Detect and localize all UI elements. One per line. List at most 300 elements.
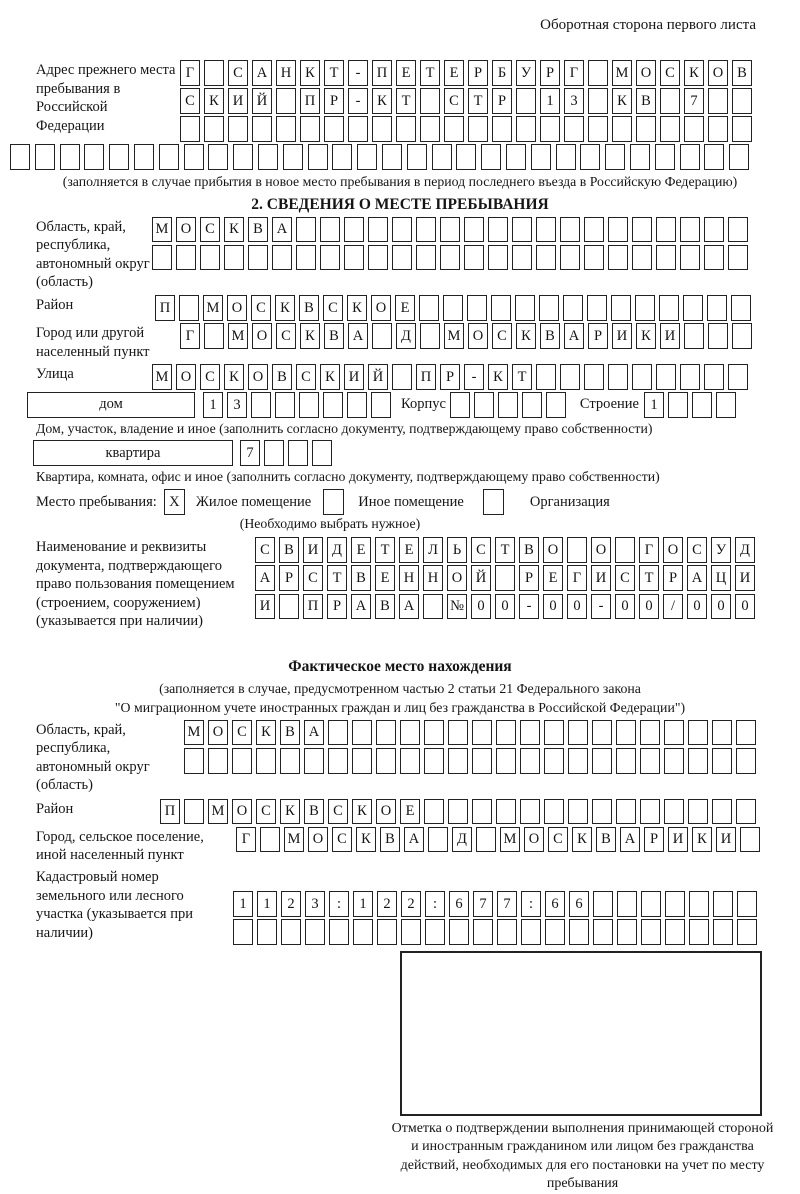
char-cell[interactable]: К bbox=[224, 364, 244, 390]
char-cell[interactable]: В bbox=[519, 537, 539, 563]
char-cell[interactable] bbox=[10, 144, 30, 170]
char-cell[interactable]: Р bbox=[588, 323, 608, 349]
char-cell[interactable]: Р bbox=[663, 565, 683, 591]
char-cell[interactable] bbox=[296, 245, 316, 271]
char-cell[interactable] bbox=[184, 748, 204, 774]
char-cell[interactable] bbox=[481, 144, 501, 170]
char-cell[interactable] bbox=[296, 217, 316, 243]
char-cell[interactable] bbox=[448, 799, 468, 825]
char-cell[interactable]: В bbox=[324, 323, 344, 349]
char-cell[interactable]: С bbox=[228, 60, 248, 86]
char-cell[interactable]: - bbox=[464, 364, 484, 390]
char-cell[interactable]: Т bbox=[512, 364, 532, 390]
char-cell[interactable] bbox=[352, 748, 372, 774]
char-cell[interactable]: П bbox=[300, 88, 320, 114]
char-cell[interactable] bbox=[665, 919, 685, 945]
char-cell[interactable]: С bbox=[687, 537, 707, 563]
char-cell[interactable]: С bbox=[328, 799, 348, 825]
char-cell[interactable] bbox=[536, 217, 556, 243]
char-cell[interactable]: А bbox=[252, 60, 272, 86]
char-cell[interactable] bbox=[736, 748, 756, 774]
char-cell[interactable] bbox=[179, 295, 199, 321]
char-cell[interactable] bbox=[539, 295, 559, 321]
char-cell[interactable] bbox=[407, 144, 427, 170]
char-cell[interactable] bbox=[640, 748, 660, 774]
char-cell[interactable]: О bbox=[468, 323, 488, 349]
char-cell[interactable]: Р bbox=[644, 827, 664, 853]
char-cell[interactable] bbox=[432, 144, 452, 170]
char-cell[interactable] bbox=[716, 392, 736, 418]
char-cell[interactable] bbox=[232, 748, 252, 774]
char-cell[interactable] bbox=[176, 245, 196, 271]
char-cell[interactable]: Т bbox=[420, 60, 440, 86]
char-cell[interactable] bbox=[444, 116, 464, 142]
char-cell[interactable]: 0 bbox=[639, 594, 659, 620]
char-cell[interactable] bbox=[468, 116, 488, 142]
char-cell[interactable] bbox=[522, 392, 542, 418]
char-cell[interactable] bbox=[420, 116, 440, 142]
char-cell[interactable] bbox=[616, 799, 636, 825]
char-cell[interactable] bbox=[382, 144, 402, 170]
char-cell[interactable] bbox=[204, 116, 224, 142]
char-cell[interactable]: О bbox=[708, 60, 728, 86]
char-cell[interactable] bbox=[608, 364, 628, 390]
char-cell[interactable] bbox=[632, 364, 652, 390]
char-cell[interactable] bbox=[472, 799, 492, 825]
char-cell[interactable]: Е bbox=[396, 60, 416, 86]
char-cell[interactable]: К bbox=[684, 60, 704, 86]
char-cell[interactable]: К bbox=[204, 88, 224, 114]
char-cell[interactable] bbox=[605, 144, 625, 170]
char-cell[interactable]: Й bbox=[252, 88, 272, 114]
char-cell[interactable]: К bbox=[636, 323, 656, 349]
char-cell[interactable] bbox=[632, 245, 652, 271]
char-cell[interactable] bbox=[704, 144, 724, 170]
char-cell[interactable] bbox=[612, 116, 632, 142]
char-cell[interactable]: Г bbox=[564, 60, 584, 86]
char-cell[interactable] bbox=[611, 295, 631, 321]
char-cell[interactable]: А bbox=[620, 827, 640, 853]
char-cell[interactable] bbox=[448, 748, 468, 774]
char-cell[interactable] bbox=[372, 323, 392, 349]
char-cell[interactable]: А bbox=[404, 827, 424, 853]
char-cell[interactable] bbox=[320, 245, 340, 271]
char-cell[interactable] bbox=[233, 144, 253, 170]
char-cell[interactable]: М bbox=[228, 323, 248, 349]
char-cell[interactable]: 2 bbox=[377, 891, 397, 917]
char-cell[interactable]: 0 bbox=[687, 594, 707, 620]
char-cell[interactable] bbox=[704, 364, 724, 390]
char-cell[interactable]: Т bbox=[468, 88, 488, 114]
char-cell[interactable] bbox=[368, 217, 388, 243]
char-cell[interactable] bbox=[472, 748, 492, 774]
char-cell[interactable] bbox=[272, 245, 292, 271]
char-cell[interactable] bbox=[521, 919, 541, 945]
char-cell[interactable] bbox=[536, 245, 556, 271]
char-cell[interactable] bbox=[159, 144, 179, 170]
char-cell[interactable]: А bbox=[399, 594, 419, 620]
char-cell[interactable] bbox=[449, 919, 469, 945]
char-cell[interactable]: И bbox=[591, 565, 611, 591]
char-cell[interactable] bbox=[560, 217, 580, 243]
char-cell[interactable] bbox=[371, 392, 391, 418]
char-cell[interactable] bbox=[712, 799, 732, 825]
char-cell[interactable]: 2 bbox=[281, 891, 301, 917]
char-cell[interactable] bbox=[488, 245, 508, 271]
char-cell[interactable] bbox=[424, 720, 444, 746]
char-cell[interactable] bbox=[283, 144, 303, 170]
char-cell[interactable]: С bbox=[332, 827, 352, 853]
char-cell[interactable]: М bbox=[184, 720, 204, 746]
char-cell[interactable]: Р bbox=[468, 60, 488, 86]
char-cell[interactable]: 6 bbox=[545, 891, 565, 917]
char-cell[interactable]: К bbox=[256, 720, 276, 746]
char-cell[interactable]: В bbox=[272, 364, 292, 390]
char-cell[interactable]: Д bbox=[327, 537, 347, 563]
char-cell[interactable]: 0 bbox=[711, 594, 731, 620]
char-cell[interactable]: С bbox=[303, 565, 323, 591]
char-cell[interactable]: Д bbox=[735, 537, 755, 563]
char-cell[interactable] bbox=[208, 144, 228, 170]
char-cell[interactable]: И bbox=[255, 594, 275, 620]
char-cell[interactable]: 0 bbox=[495, 594, 515, 620]
char-cell[interactable] bbox=[569, 919, 589, 945]
char-cell[interactable] bbox=[472, 720, 492, 746]
char-cell[interactable]: К bbox=[612, 88, 632, 114]
char-cell[interactable] bbox=[680, 144, 700, 170]
char-cell[interactable] bbox=[680, 245, 700, 271]
char-cell[interactable]: 1 bbox=[233, 891, 253, 917]
char-cell[interactable]: О bbox=[376, 799, 396, 825]
char-cell[interactable] bbox=[729, 144, 749, 170]
char-cell[interactable]: М bbox=[152, 217, 172, 243]
char-cell[interactable] bbox=[708, 88, 728, 114]
char-cell[interactable]: Е bbox=[395, 295, 415, 321]
char-cell[interactable]: Т bbox=[324, 60, 344, 86]
char-cell[interactable] bbox=[416, 245, 436, 271]
char-cell[interactable] bbox=[347, 392, 367, 418]
char-cell[interactable]: К bbox=[692, 827, 712, 853]
char-cell[interactable]: П bbox=[372, 60, 392, 86]
char-cell[interactable]: 0 bbox=[471, 594, 491, 620]
char-cell[interactable]: В bbox=[304, 799, 324, 825]
residential-checkbox[interactable]: X bbox=[164, 489, 185, 515]
char-cell[interactable]: : bbox=[329, 891, 349, 917]
char-cell[interactable] bbox=[251, 392, 271, 418]
char-cell[interactable] bbox=[664, 748, 684, 774]
char-cell[interactable]: К bbox=[372, 88, 392, 114]
char-cell[interactable]: 3 bbox=[227, 392, 247, 418]
char-cell[interactable]: 1 bbox=[353, 891, 373, 917]
char-cell[interactable] bbox=[713, 919, 733, 945]
char-cell[interactable]: 1 bbox=[540, 88, 560, 114]
char-cell[interactable]: В bbox=[540, 323, 560, 349]
char-cell[interactable]: М bbox=[152, 364, 172, 390]
char-cell[interactable]: Т bbox=[375, 537, 395, 563]
char-cell[interactable] bbox=[233, 919, 253, 945]
char-cell[interactable] bbox=[567, 537, 587, 563]
char-cell[interactable]: О bbox=[248, 364, 268, 390]
char-cell[interactable]: К bbox=[356, 827, 376, 853]
char-cell[interactable] bbox=[732, 88, 752, 114]
char-cell[interactable]: О bbox=[543, 537, 563, 563]
char-cell[interactable]: А bbox=[272, 217, 292, 243]
char-cell[interactable] bbox=[665, 891, 685, 917]
char-cell[interactable] bbox=[419, 295, 439, 321]
char-cell[interactable]: 1 bbox=[257, 891, 277, 917]
char-cell[interactable] bbox=[560, 364, 580, 390]
char-cell[interactable]: Р bbox=[279, 565, 299, 591]
char-cell[interactable] bbox=[736, 720, 756, 746]
char-cell[interactable] bbox=[516, 116, 536, 142]
char-cell[interactable] bbox=[448, 720, 468, 746]
char-cell[interactable]: 7 bbox=[473, 891, 493, 917]
char-cell[interactable] bbox=[180, 116, 200, 142]
char-cell[interactable]: М bbox=[203, 295, 223, 321]
char-cell[interactable] bbox=[641, 891, 661, 917]
char-cell[interactable] bbox=[592, 799, 612, 825]
char-cell[interactable] bbox=[641, 919, 661, 945]
char-cell[interactable] bbox=[312, 440, 332, 466]
other-premises-checkbox[interactable] bbox=[323, 489, 344, 515]
char-cell[interactable] bbox=[372, 116, 392, 142]
char-cell[interactable] bbox=[680, 364, 700, 390]
char-cell[interactable]: Р bbox=[440, 364, 460, 390]
char-cell[interactable]: С bbox=[276, 323, 296, 349]
char-cell[interactable] bbox=[492, 116, 512, 142]
char-cell[interactable] bbox=[688, 720, 708, 746]
char-cell[interactable] bbox=[134, 144, 154, 170]
char-cell[interactable] bbox=[616, 720, 636, 746]
char-cell[interactable]: И bbox=[660, 323, 680, 349]
char-cell[interactable] bbox=[496, 720, 516, 746]
char-cell[interactable]: В bbox=[299, 295, 319, 321]
char-cell[interactable] bbox=[329, 919, 349, 945]
char-cell[interactable]: О bbox=[176, 217, 196, 243]
char-cell[interactable] bbox=[328, 748, 348, 774]
char-cell[interactable]: С bbox=[323, 295, 343, 321]
char-cell[interactable] bbox=[712, 748, 732, 774]
char-cell[interactable] bbox=[491, 295, 511, 321]
char-cell[interactable]: Й bbox=[471, 565, 491, 591]
char-cell[interactable]: 6 bbox=[449, 891, 469, 917]
char-cell[interactable]: Б bbox=[492, 60, 512, 86]
char-cell[interactable] bbox=[688, 748, 708, 774]
char-cell[interactable]: Т bbox=[639, 565, 659, 591]
char-cell[interactable] bbox=[323, 392, 343, 418]
char-cell[interactable]: И bbox=[668, 827, 688, 853]
char-cell[interactable] bbox=[228, 116, 248, 142]
char-cell[interactable] bbox=[546, 392, 566, 418]
char-cell[interactable]: 1 bbox=[203, 392, 223, 418]
char-cell[interactable] bbox=[737, 891, 757, 917]
char-cell[interactable] bbox=[258, 144, 278, 170]
char-cell[interactable] bbox=[692, 392, 712, 418]
char-cell[interactable] bbox=[497, 919, 517, 945]
char-cell[interactable]: О bbox=[232, 799, 252, 825]
char-cell[interactable] bbox=[420, 323, 440, 349]
char-cell[interactable]: К bbox=[300, 323, 320, 349]
char-cell[interactable] bbox=[428, 827, 448, 853]
char-cell[interactable]: - bbox=[519, 594, 539, 620]
char-cell[interactable] bbox=[204, 60, 224, 86]
char-cell[interactable] bbox=[257, 919, 277, 945]
char-cell[interactable]: С bbox=[296, 364, 316, 390]
char-cell[interactable]: Е bbox=[351, 537, 371, 563]
char-cell[interactable]: Р bbox=[492, 88, 512, 114]
char-cell[interactable]: Н bbox=[276, 60, 296, 86]
char-cell[interactable]: : bbox=[521, 891, 541, 917]
char-cell[interactable] bbox=[467, 295, 487, 321]
char-cell[interactable] bbox=[593, 919, 613, 945]
char-cell[interactable]: В bbox=[732, 60, 752, 86]
char-cell[interactable]: К bbox=[224, 217, 244, 243]
char-cell[interactable] bbox=[737, 919, 757, 945]
char-cell[interactable] bbox=[684, 116, 704, 142]
char-cell[interactable] bbox=[376, 748, 396, 774]
char-cell[interactable]: Г bbox=[567, 565, 587, 591]
char-cell[interactable] bbox=[308, 144, 328, 170]
char-cell[interactable] bbox=[615, 537, 635, 563]
char-cell[interactable] bbox=[588, 88, 608, 114]
char-cell[interactable] bbox=[544, 720, 564, 746]
char-cell[interactable] bbox=[392, 217, 412, 243]
char-cell[interactable] bbox=[264, 440, 284, 466]
char-cell[interactable] bbox=[396, 116, 416, 142]
char-cell[interactable] bbox=[512, 245, 532, 271]
char-cell[interactable] bbox=[640, 799, 660, 825]
char-cell[interactable]: О bbox=[227, 295, 247, 321]
char-cell[interactable]: Е bbox=[375, 565, 395, 591]
char-cell[interactable]: Н bbox=[399, 565, 419, 591]
char-cell[interactable] bbox=[656, 245, 676, 271]
char-cell[interactable]: Ц bbox=[711, 565, 731, 591]
char-cell[interactable] bbox=[506, 144, 526, 170]
char-cell[interactable]: И bbox=[303, 537, 323, 563]
char-cell[interactable]: М bbox=[500, 827, 520, 853]
char-cell[interactable]: 0 bbox=[543, 594, 563, 620]
char-cell[interactable] bbox=[252, 116, 272, 142]
char-cell[interactable] bbox=[592, 748, 612, 774]
char-cell[interactable] bbox=[568, 720, 588, 746]
char-cell[interactable]: О bbox=[208, 720, 228, 746]
char-cell[interactable]: О bbox=[447, 565, 467, 591]
char-cell[interactable] bbox=[683, 295, 703, 321]
char-cell[interactable] bbox=[520, 748, 540, 774]
char-cell[interactable] bbox=[474, 392, 494, 418]
char-cell[interactable]: К bbox=[347, 295, 367, 321]
char-cell[interactable]: У bbox=[711, 537, 731, 563]
char-cell[interactable] bbox=[556, 144, 576, 170]
char-cell[interactable]: С bbox=[471, 537, 491, 563]
char-cell[interactable] bbox=[728, 245, 748, 271]
char-cell[interactable] bbox=[332, 144, 352, 170]
char-cell[interactable]: М bbox=[444, 323, 464, 349]
char-cell[interactable] bbox=[684, 323, 704, 349]
char-cell[interactable] bbox=[60, 144, 80, 170]
char-cell[interactable] bbox=[545, 919, 565, 945]
char-cell[interactable] bbox=[713, 891, 733, 917]
char-cell[interactable]: И bbox=[344, 364, 364, 390]
char-cell[interactable]: В bbox=[636, 88, 656, 114]
char-cell[interactable] bbox=[352, 720, 372, 746]
char-cell[interactable] bbox=[708, 116, 728, 142]
char-cell[interactable] bbox=[416, 217, 436, 243]
char-cell[interactable] bbox=[704, 245, 724, 271]
char-cell[interactable]: С bbox=[251, 295, 271, 321]
char-cell[interactable] bbox=[655, 144, 675, 170]
char-cell[interactable] bbox=[420, 88, 440, 114]
char-cell[interactable] bbox=[708, 323, 728, 349]
char-cell[interactable]: 2 bbox=[401, 891, 421, 917]
char-cell[interactable]: 7 bbox=[497, 891, 517, 917]
char-cell[interactable] bbox=[544, 748, 564, 774]
char-cell[interactable] bbox=[440, 245, 460, 271]
char-cell[interactable]: 0 bbox=[615, 594, 635, 620]
char-cell[interactable] bbox=[281, 919, 301, 945]
char-cell[interactable]: Н bbox=[423, 565, 443, 591]
organization-checkbox[interactable] bbox=[483, 489, 504, 515]
char-cell[interactable]: В bbox=[248, 217, 268, 243]
char-cell[interactable]: С bbox=[444, 88, 464, 114]
char-cell[interactable]: А bbox=[304, 720, 324, 746]
char-cell[interactable] bbox=[536, 364, 556, 390]
char-cell[interactable]: / bbox=[663, 594, 683, 620]
char-cell[interactable] bbox=[632, 217, 652, 243]
char-cell[interactable] bbox=[731, 295, 751, 321]
char-cell[interactable]: П bbox=[155, 295, 175, 321]
char-cell[interactable] bbox=[732, 116, 752, 142]
char-cell[interactable]: В bbox=[279, 537, 299, 563]
char-cell[interactable]: : bbox=[425, 891, 445, 917]
char-cell[interactable] bbox=[496, 748, 516, 774]
char-cell[interactable]: А bbox=[687, 565, 707, 591]
char-cell[interactable] bbox=[580, 144, 600, 170]
char-cell[interactable] bbox=[689, 919, 709, 945]
char-cell[interactable]: О bbox=[524, 827, 544, 853]
char-cell[interactable] bbox=[636, 116, 656, 142]
char-cell[interactable]: Й bbox=[368, 364, 388, 390]
char-cell[interactable]: В bbox=[280, 720, 300, 746]
char-cell[interactable]: В bbox=[596, 827, 616, 853]
char-cell[interactable] bbox=[440, 217, 460, 243]
char-cell[interactable]: К bbox=[352, 799, 372, 825]
char-cell[interactable] bbox=[344, 217, 364, 243]
char-cell[interactable]: П bbox=[303, 594, 323, 620]
char-cell[interactable]: Г bbox=[639, 537, 659, 563]
char-cell[interactable] bbox=[320, 217, 340, 243]
char-cell[interactable] bbox=[357, 144, 377, 170]
char-cell[interactable] bbox=[617, 919, 637, 945]
char-cell[interactable] bbox=[464, 217, 484, 243]
char-cell[interactable] bbox=[704, 217, 724, 243]
char-cell[interactable] bbox=[200, 245, 220, 271]
char-cell[interactable] bbox=[260, 827, 280, 853]
char-cell[interactable]: Е bbox=[399, 537, 419, 563]
char-cell[interactable] bbox=[224, 245, 244, 271]
char-cell[interactable]: И bbox=[735, 565, 755, 591]
char-cell[interactable]: К bbox=[320, 364, 340, 390]
char-cell[interactable] bbox=[498, 392, 518, 418]
char-cell[interactable] bbox=[540, 116, 560, 142]
char-cell[interactable] bbox=[276, 88, 296, 114]
char-cell[interactable] bbox=[275, 392, 295, 418]
char-cell[interactable] bbox=[304, 748, 324, 774]
char-cell[interactable] bbox=[660, 88, 680, 114]
char-cell[interactable] bbox=[424, 799, 444, 825]
char-cell[interactable] bbox=[353, 919, 373, 945]
char-cell[interactable] bbox=[515, 295, 535, 321]
